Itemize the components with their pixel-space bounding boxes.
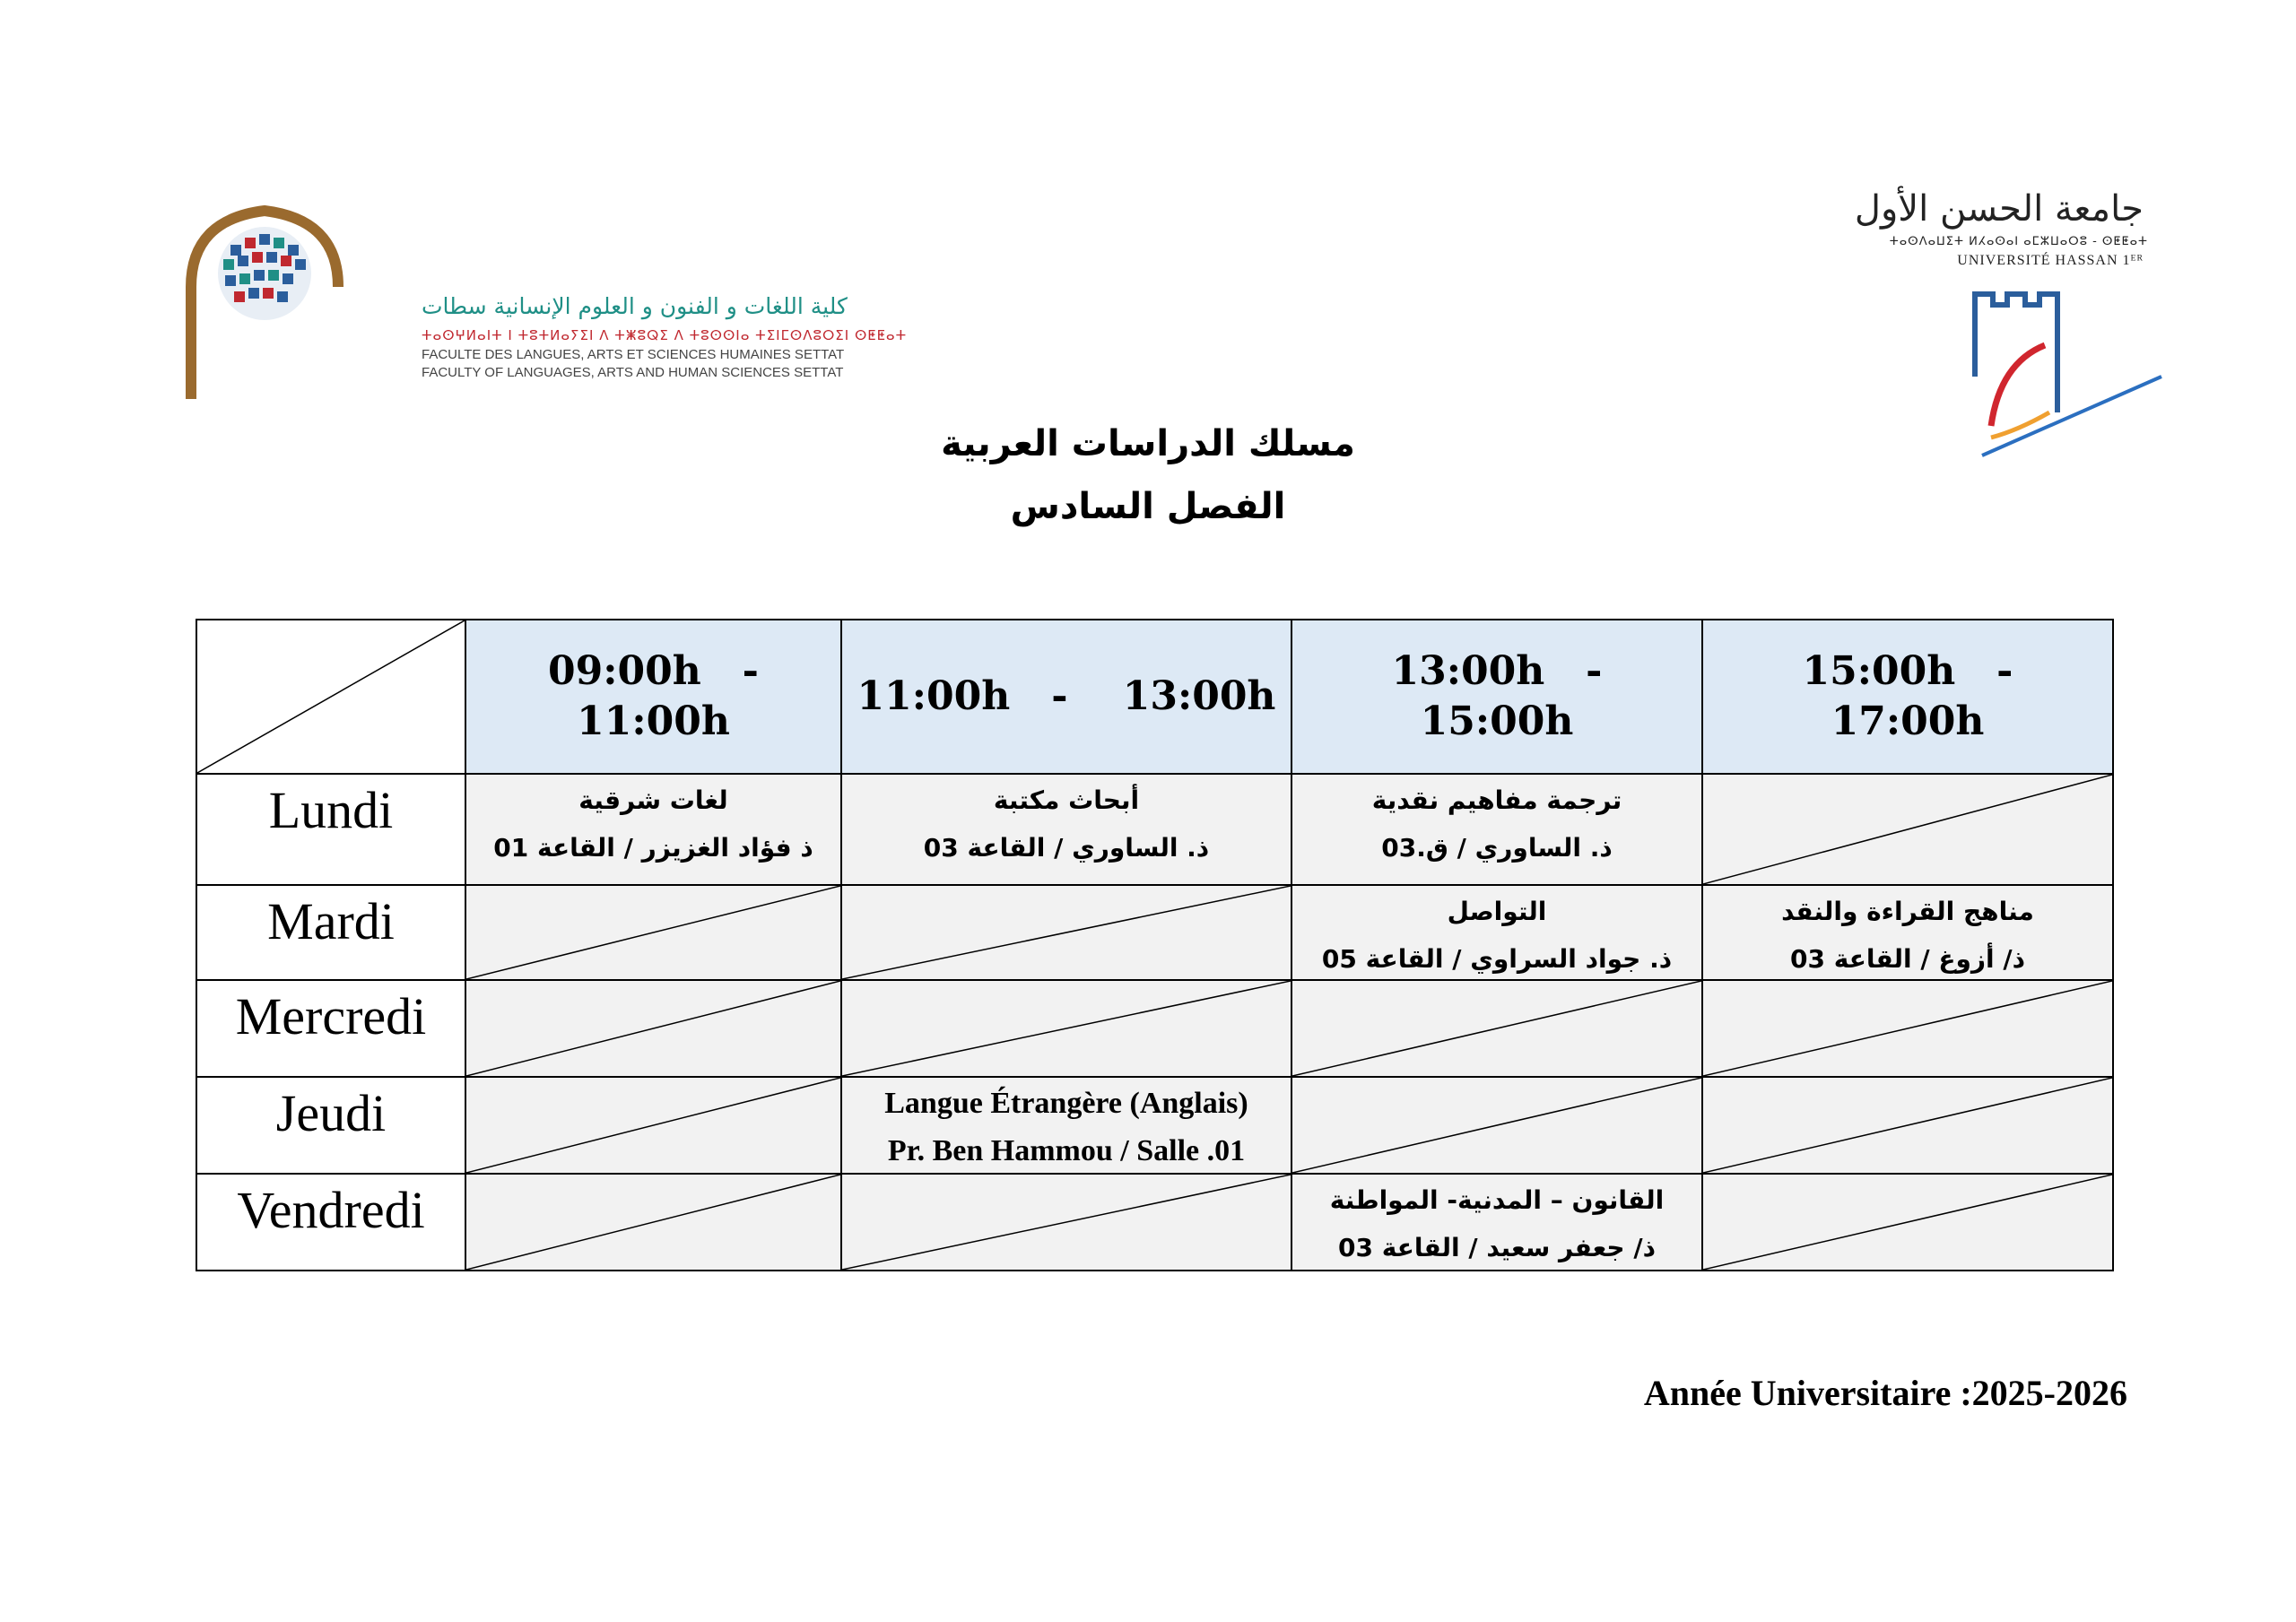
course-title: ترجمة مفاهيم نقدية: [1371, 785, 1622, 815]
empty-slot: [465, 980, 841, 1077]
day-name: Lundi: [196, 774, 465, 885]
empty-slot-diagonal: [1703, 1175, 2112, 1270]
empty-slot-diagonal: [842, 886, 1291, 979]
empty-slot-diagonal: [842, 1175, 1291, 1270]
course-teacher-room: ذ. الساوري / ق.03: [1381, 833, 1613, 863]
faculty-name-english: FACULTY OF LANGUAGES, ARTS AND HUMAN SCIENCES SETTAT: [422, 365, 844, 380]
university-name-french: UNIVERSITÉ HASSAN 1ᴱᴿ: [1957, 253, 2144, 268]
course-cell: [1292, 774, 1702, 885]
faculty-arch-globe-icon: [175, 202, 417, 403]
empty-slot-diagonal: [842, 981, 1291, 1076]
empty-slot-diagonal: [1292, 981, 1701, 1076]
empty-slot-diagonal: [1703, 1078, 2112, 1173]
course-cell: [465, 774, 841, 885]
course-cell: [841, 774, 1292, 885]
faculty-name-french: FACULTE DES LANGUES, ARTS ET SCIENCES HUMAINES SETTAT: [422, 347, 845, 362]
empty-slot-diagonal: [1703, 981, 2112, 1076]
course-teacher-room: ذ فؤاد الغزيزر / القاعة 01: [493, 833, 813, 863]
course-teacher-room: Pr. Ben Hammou / Salle .01: [887, 1134, 1246, 1167]
empty-slot: [1292, 980, 1702, 1077]
time-slot-header: 15:00h - 17:00h: [1702, 620, 2113, 774]
day-row: [196, 980, 2113, 1077]
university-name-arabic: جامعة الحسن الأول: [1854, 188, 2144, 230]
day-name: Mercredi: [196, 980, 465, 1077]
corner-cell: [196, 620, 465, 774]
academic-year: Année Universitaire :2025-2026: [1643, 1373, 2127, 1413]
program-title: مسلك الدراسات العربية: [941, 423, 1355, 464]
corner-diagonal: [197, 620, 465, 773]
empty-slot: [465, 1077, 841, 1174]
time-slot-header: 13:00h - 15:00h: [1292, 620, 1702, 774]
day-row: [196, 1077, 2113, 1174]
empty-slot: [1702, 774, 2113, 885]
course-title: القانون – المدنية- المواطنة: [1329, 1185, 1665, 1215]
time-slot-header: 09:00h - 11:00h: [465, 620, 841, 774]
empty-slot-diagonal: [466, 981, 840, 1076]
university-name-tifinagh: ⵜⴰⵙⴷⴰⵡⵉⵜ ⵍⵃⴰⵙⴰⵏ ⴰⵎⵣⵡⴰⵔⵓ - ⵙⵟⵟⴰⵜ: [1889, 235, 2148, 248]
empty-slot: [465, 1174, 841, 1271]
empty-slot: [841, 980, 1292, 1077]
course-teacher-room: ذ/ جعفر سعيد / القاعة 03: [1338, 1233, 1656, 1262]
course-cell: [841, 1077, 1292, 1174]
time-slot-header: 11:00h - 13:00h: [841, 620, 1292, 774]
empty-slot-diagonal: [466, 1175, 840, 1270]
faculty-logo: [175, 202, 908, 403]
course-title: أبحاث مكتبة: [993, 785, 1140, 815]
empty-slot: [1702, 1077, 2113, 1174]
course-title: التواصل: [1447, 897, 1547, 926]
faculty-name-tifinagh: ⵜⴰⵙⵖⵍⴰⵏⵜ ⵏ ⵜⵓⵜⵍⴰⵢⵉⵏ ⴷ ⵜⵥⵓⵕⵉ ⴷ ⵜⵓⵙⵙⵏⴰ ⵜⵉⵏⵎⵙⴷⵓⵔⵉⵏ ⵙⵟⵟⴰⵜ: [422, 327, 908, 343]
day-name: Vendredi: [196, 1174, 465, 1271]
course-teacher-room: ذ/ أزوغ / القاعة 03: [1790, 944, 2025, 974]
course-title: Langue Étrangère (Anglais): [884, 1087, 1248, 1120]
course-title: مناهج القراءة والنقد: [1781, 897, 2034, 926]
course-title: لغات شرقية: [578, 785, 728, 815]
empty-slot: [841, 1174, 1292, 1271]
empty-slot: [1702, 1174, 2113, 1271]
semester-title: الفصل السادس: [1010, 486, 1286, 527]
empty-slot-diagonal: [1292, 1078, 1701, 1173]
empty-slot: [841, 885, 1292, 980]
day-name: Jeudi: [196, 1077, 465, 1174]
day-row: [196, 1174, 2113, 1271]
empty-slot: [1702, 980, 2113, 1077]
empty-slot-diagonal: [466, 1078, 840, 1173]
course-cell: [1702, 885, 2113, 980]
empty-slot: [465, 885, 841, 980]
day-name: Mardi: [196, 885, 465, 980]
schedule-table: [196, 619, 2114, 1271]
course-cell: [1292, 1174, 1702, 1271]
day-row: [196, 885, 2113, 980]
faculty-name-arabic: كلية اللغات و الفنون و العلوم الإنسانية سطات: [422, 293, 848, 319]
course-teacher-room: ذ. جواد السراوي / القاعة 05: [1321, 944, 1673, 974]
empty-slot: [1292, 1077, 1702, 1174]
empty-slot-diagonal: [1703, 775, 2112, 884]
empty-slot-diagonal: [466, 886, 840, 979]
course-cell: [1292, 885, 1702, 980]
course-teacher-room: ذ. الساوري / القاعة 03: [923, 833, 1210, 863]
day-row: [196, 774, 2113, 885]
header-row: [196, 620, 2113, 774]
